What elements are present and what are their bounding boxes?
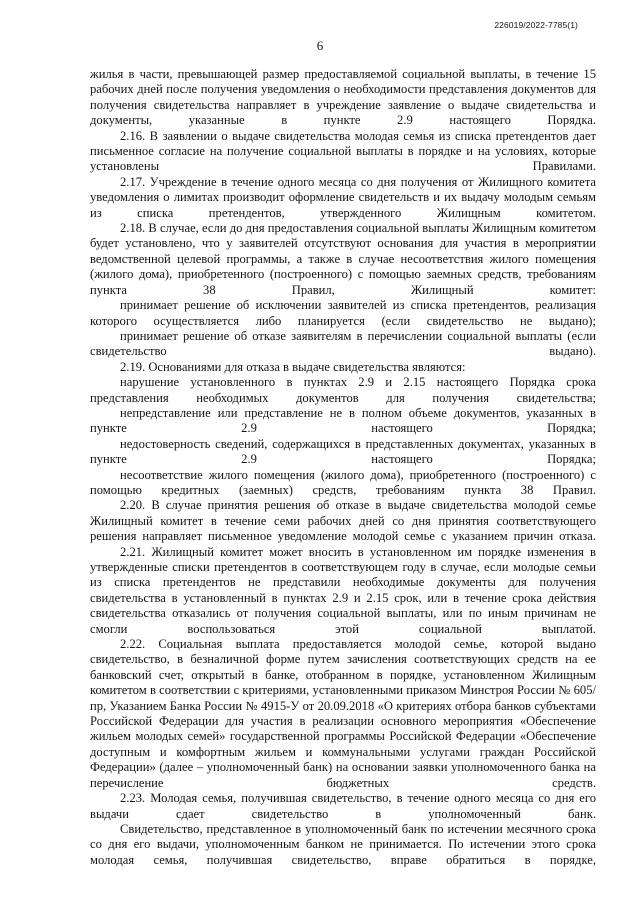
paragraph-2-18: 2.18. В случае, если до дня предоставления социальной выплаты Жилищным комитетом будет установлено, что у заявителей отсутствуют основания для участия в мероприятии ведомственной целевой программы, а также в случае несоответствия жилого помещения (жилого дома), приобретенного (построенного) с помощью заемных средств, требованиям пункта 38 Правил, Жилищный комитет:: [90, 221, 596, 297]
paragraph-2-18-item-refusal: принимает решение об отказе заявителям в перечислении социальной выплаты (если свидетельство выдано).: [90, 328, 596, 359]
paragraph-2-19-item-documents: непредставление или представление не в полном объеме документов, указанных в пункте 2.9 настоящего Порядка;: [90, 405, 596, 436]
paragraph-continuation: жилья в части, превышающей размер предоставляемой социальной выплаты, в течение 15 рабочих дней после получения уведомления о необходимости представления документов для получения свидетельства направляет в учреждение заявление о выдаче свидетельства и документы, указанные в пункте 2.9 настоящего Порядка.: [90, 67, 596, 128]
paragraph-2-17: 2.17. Учреждение в течение одного месяца со дня получения от Жилищного комитета уведомления о лимитах производит оформление свидетельств и их выдачу молодым семьям из списка претендентов, утвержденного Жилищным комитетом.: [90, 174, 596, 220]
paragraph-2-20: 2.20. В случае принятия решения об отказе в выдаче свидетельства молодой семье Жилищный комитет в течение семи рабочих дней со дня принятия соответствующего решения направляет письменное уведомление молодой семье с указанием причин отказа.: [90, 498, 596, 544]
document-body: [90, 67, 596, 868]
paragraph-2-19-item-unreliable: недостоверность сведений, содержащихся в представленных документах, указанных в пункте 2.9 настоящего Порядка;: [90, 436, 596, 467]
paragraph-2-22: 2.22. Социальная выплата предоставляется молодой семье, которой выдано свидетельство, в безналичной форме путем зачисления соответствующих средств на ее банковский счет, открытый в банке, отобранном в порядке, установленном Жилищным комитетом в соответствии с критериями, установленными приказом Минстроя России № 605/пр, Указанием Банка России № 4915-У от 20.09.2018 «О критериях отбора банков субъектами Российской Федерации для участия в реализации основного мероприятия «Обеспечение жильем молодых семей» государственной программы Российской Федерации «Обеспечение доступным и комфортным жильем и коммунальными услугами граждан Российской Федерации» (далее – уполномоченный банк) на основании заявки уполномоченного банка на перечисление бюджетных средств.: [90, 637, 596, 790]
paragraph-2-16: 2.16. В заявлении о выдаче свидетельства молодая семья из списка претендентов дает письменное согласие на получение социальной выплаты в порядке и на условиях, которые установлены Правилами.: [90, 128, 596, 174]
paragraph-2-23: 2.23. Молодая семья, получившая свидетельство, в течение одного месяца со дня его выдачи сдает свидетельство в уполномоченный банк.: [90, 791, 596, 821]
page-number: 6: [316, 38, 324, 53]
paragraph-2-19: 2.19. Основаниями для отказа в выдаче свидетельства являются:: [120, 359, 466, 374]
paragraph-2-18-item-exclusion: принимает решение об исключении заявителей из списка претендентов, реализация которого осуществляется либо планируется (если свидетельство не выдано);: [90, 298, 596, 328]
document-id: 226019/2022-7785(1): [494, 20, 578, 30]
paragraph-2-23-certificate: Свидетельство, представленное в уполномоченный банк по истечении месячного срока со дня его выдачи, уполномоченным банком не принимается. По истечении этого срока молодая семья, получившая свидетельство, вправе обратиться в порядке,: [90, 821, 596, 867]
paragraph-2-21: 2.21. Жилищный комитет может вносить в установленном им порядке изменения в утвержденные списки претендентов в соответствующем году в случае, если молодые семьи из списка претендентов не представили необходимые документы для получения свидетельства в установленный в пунктах 2.9 и 2.15 срок, или в течение срока действия свидетельства отказались от получения социальной выплаты, или по иным причинам не смогли воспользоваться этой социальной выплатой.: [90, 544, 596, 636]
paragraph-2-19-item-housing: несоответствие жилого помещения (жилого дома), приобретенного (построенного) с помощью кредитных (заемных) средств, требованиям пункта 38 Правил.: [90, 467, 596, 497]
paragraph-2-19-item-deadline: нарушение установленного в пунктах 2.9 и 2.15 настоящего Порядка срока представления необходимых документов для получения свидетельства;: [90, 375, 596, 405]
